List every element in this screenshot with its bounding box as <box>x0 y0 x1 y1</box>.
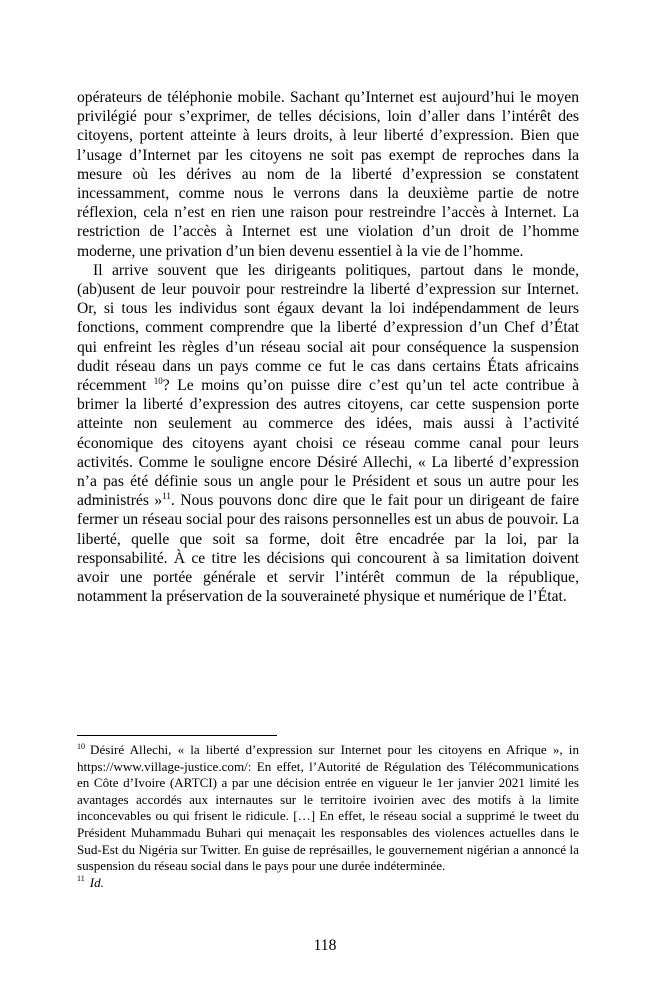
paragraph-2-part-a: Il arrive souvent que les dirigeants politiques, partout dans le monde, (ab)usent de leur pouvoir pour restreindre la liberté d’expression sur Internet. Or, si tous les individus sont égaux devant la loi indépendamment de leurs fonctions, comment comprendre que la liberté d’expression d’un Chef d’État qui enfreint les règles d’un réseau social ait pour conséquence la suspension dudit réseau dans un pays comme ce fut le cas dans certains États africains récemment <box>77 261 579 395</box>
footnote-text: Désiré Allechi, « la liberté d’expression sur Internet pour les citoyens en Afrique », in https://www.village-justice.com/: En effet, l’Autorité de Régulation des Télécommunications en Côte d’Ivoire (ARTCI) a par une décision entrée en vigueur le 1er janvier 2021 limité les avantages accordés aux internautes sur le territoire ivoirien avec des motifs à la limite inconcevables ou qui frisent le ridicule. […] En effet, le réseau social a supprimé le tweet du Président Muhammadu Buhari qui menaçait les responsables des violences actuelles dans le Sud-Est du Nigéria sur Twitter. En guise de représailles, le gouvernement nigérian a annoncé la suspension du réseau social dans le pays pour une durée indéterminée. <box>77 742 579 874</box>
main-text <box>77 88 579 606</box>
paragraph-2-part-c: . Nous pouvons donc dire que le fait pour un dirigeant de faire fermer un réseau social pour des raisons personnelles est un abus de pouvoir. La liberté, quelle que soit sa forme, doit être encadrée par la loi, par la responsabilité. À ce titre les décisions qui concourent à sa limitation doivent avoir une portée générale et servir l’intérêt commun de la république, notamment la préservation de la souveraineté physique et numérique de l’État. <box>77 492 580 606</box>
paragraph-1: opérateurs de téléphonie mobile. Sachant qu’Internet est aujourd’hui le moyen privilégié pour s’exprimer, de telles décisions, loin d’aller dans l’intérêt des citoyens, portent atteinte à leurs droits, à leur liberté d’expression. Bien que l’usage d’Internet par les citoyens ne soit pas exempt de reproches dans la mesure où les dérives au nom de la liberté d’expression se constatent incessamment, comme nous le verrons dans la deuxième partie de notre réflexion, cela n’est en rien une raison pour restreindre l’accès à Internet. La restriction de l’accès à Internet est une violation d’un droit de l’homme moderne, une privation d’un bien devenu essentiel à la vie de l’homme. <box>77 89 579 260</box>
footnote-ref-11: 11 <box>162 491 171 502</box>
footnote-separator <box>77 735 277 736</box>
footnote-10 <box>77 742 579 875</box>
footnote-number: 11 <box>77 874 85 884</box>
paragraph-2 <box>77 261 579 607</box>
footnote-ref-10: 10 <box>153 375 163 386</box>
footnotes <box>77 742 579 891</box>
paragraph-2-part-b: ? Le moins qu’on puisse dire c’est qu’un tel acte contribue à brimer la liberté d’expression des autres citoyens, car cette suspension porte atteinte non seulement au commerce des idées, mais aussi à l’activité économique des citoyens ayant choisi ce réseau comme canal pour leurs activités. Comme le souligne encore Désiré Allechi, « La liberté d’expression n’a pas été définie sous un angle pour le Président et sous un autre pour les administrés » <box>77 377 579 510</box>
footnote-text: Id. <box>89 874 104 890</box>
page-number: 118 <box>313 937 337 954</box>
footnote-11 <box>77 875 579 892</box>
footnote-number: 10 <box>77 741 85 751</box>
